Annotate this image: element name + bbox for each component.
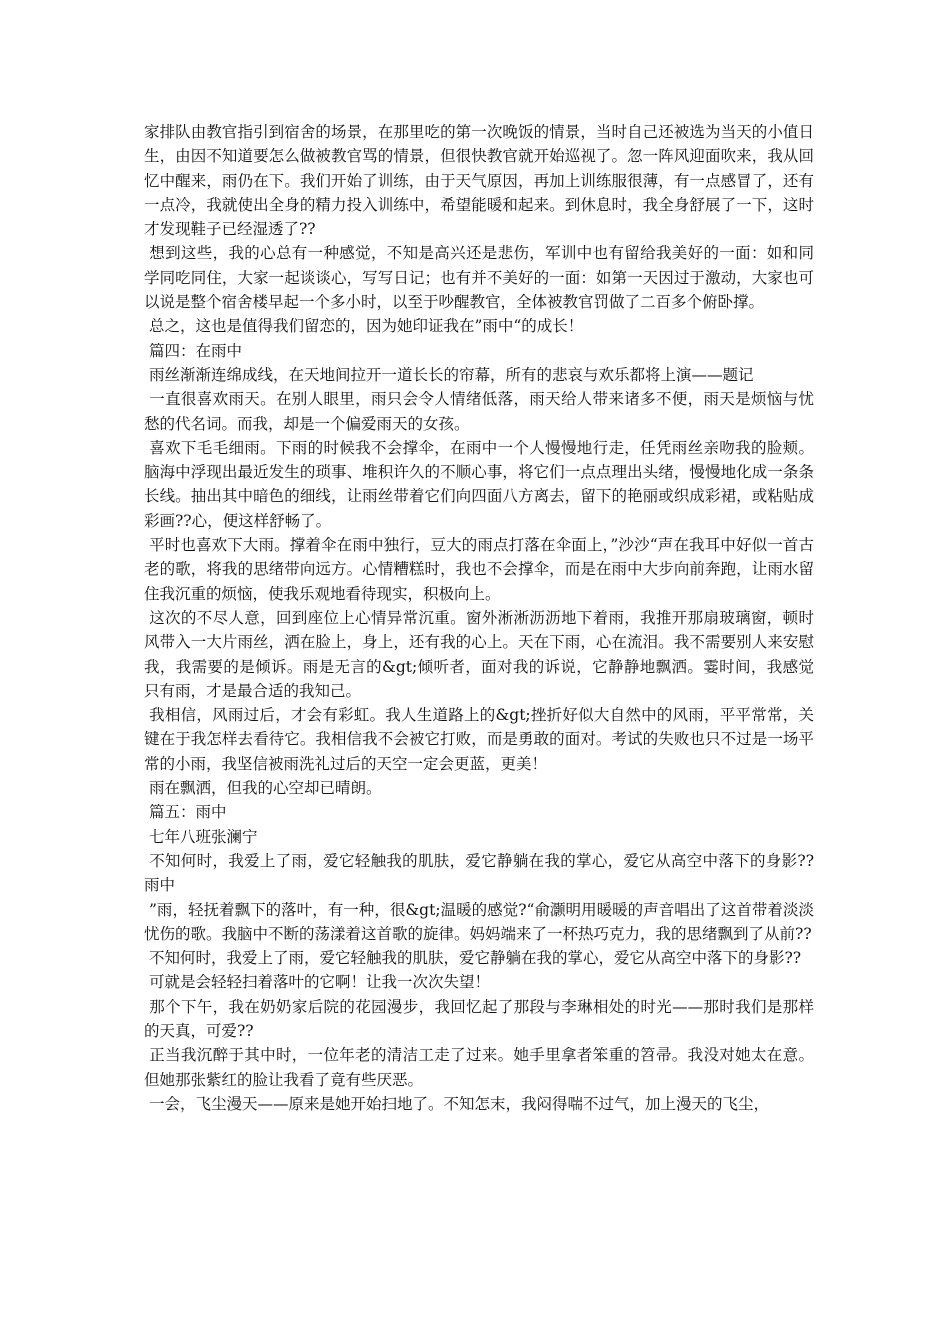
paragraph: 不知何时，我爱上了雨，爱它轻触我的肌肤，爱它静躺在我的掌心，爱它从高空中落下的身影?? bbox=[144, 949, 802, 968]
paragraph: 一直很喜欢雨天。在别人眼里，雨只会令人情绪低落，雨天给人带来诸多不便，雨天是烦恼与忧愁的代名词。而我，却是一个偏爱雨天的女孩。 bbox=[144, 390, 814, 433]
paragraph: 不知何时，我爱上了雨，爱它轻触我的肌肤，爱它静躺在我的掌心，爱它从高空中落下的身影?? 雨中 bbox=[144, 851, 819, 895]
section-heading: 篇四：在雨中 bbox=[144, 341, 242, 360]
paragraph: 家排队由教官指引到宿舍的场景，在那里吃的第一次晚饭的情景，当时自己还被选为当天的小值日生，由因不知道要怎么做被教官骂的情景，但很快教官就开始巡视了。忽一阵风迎面吹来，我从回忆中醒来，雨仍在下。我们开始了训练，由于天气原因，再加上训练服很薄，有一点感冒了，还有一点冷，我就使出全身的精力投入训练中，希望能暖和起来。到休息时，我全身舒展了一下，这时才发现鞋子已经湿透了?? bbox=[144, 123, 814, 239]
paragraph: 那个下午，我在奶奶家后院的花园漫步，我回忆起了那段与李琳相处的时光——那时我们是那样的天真，可爱?? bbox=[144, 997, 814, 1040]
paragraph: 我相信，风雨过后，才会有彩虹。我人生道路上的&gt;挫折好似大自然中的风雨，平平常常，关键在于我怎样去看待它。我相信我不会被它打败，而是勇敢的面对。考试的失败也只不过是一场平常的小雨，我坚信被雨洗礼过后的天空一定会更蓝，更美！ bbox=[144, 706, 814, 773]
paragraph: 想到这些，我的心总有一种感觉，不知是高兴还是悲伤，军训中也有留给我美好的一面：如和同学同吃同住，大家一起谈谈心，写写日记；也有并不美好的一面：如第一天因过于激动，大家也可以说是整个宿舍楼早起一个多小时，以至于吵醒教官，全体被教官罚做了二百多个俯卧撑。 bbox=[144, 244, 814, 312]
paragraph: 可就是会轻轻扫着落叶的它啊！让我一次次失望！ bbox=[144, 973, 490, 992]
paragraph: 雨在飘洒，但我的心空却已晴朗。 bbox=[144, 779, 382, 798]
paragraph: 喜欢下毛毛细雨。下雨的时候我不会撑伞，在雨中一个人慢慢地行走，任凭雨丝亲吻我的脸颊。脑海中浮现出最近发生的琐事、堆积许久的不顺心事，将它们一点点理出头绪，慢慢地化成一条条长线。抽出其中暗色的细线，让雨丝带着它们向四面八方离去，留下的艳丽或织成彩裙，或粘贴成彩画??心，便这样舒畅了。 bbox=[144, 438, 814, 530]
section-heading: 篇五：雨中 bbox=[144, 803, 227, 822]
paragraph: 雨丝渐渐连绵成线，在天地间拉开一道长长的帘幕，所有的悲哀与欢乐都将上演——题记 bbox=[144, 365, 754, 384]
paragraph: 一会，飞尘漫天——原来是她开始扫地了。不知怎末，我闷得喘不过气，加上漫天的飞尘， bbox=[144, 1094, 769, 1113]
author-line: 七年八班张澜宁 bbox=[144, 827, 258, 846]
paragraph: 平时也喜欢下大雨。撑着伞在雨中独行，豆大的雨点打落在伞面上，”沙沙“声在我耳中好似一首古老的歌，将我的思绪带向远方。心情糟糕时，我也不会撑伞，而是在雨中大步向前奔跑，让雨水留住我沉重的烦恼，使我乐观地看待现实，积极向上。 bbox=[144, 536, 814, 603]
document-body bbox=[144, 120, 819, 1116]
paragraph: 总之，这也是值得我们留恋的，因为她印证我在”雨中“的成长！ bbox=[144, 317, 584, 336]
paragraph: ”雨，轻抚着飘下的落叶，有一种，很&gt;温暖的感觉?“俞灏明用暖暖的声音唱出了这首带着淡淡忧伤的歌。我脑中不断的荡漾着这首歌的旋律。妈妈端来了一杯热巧克力，我的思绪飘到了从前?? bbox=[144, 900, 814, 943]
paragraph: 这次的不尽人意，回到座位上心情异常沉重。窗外淅淅沥沥地下着雨，我推开那扇玻璃窗，顿时风带入一大片雨丝，洒在脸上，身上，还有我的心上。天在下雨，心在流泪。我不需要别人来安慰我，我需要的是倾诉。雨是无言的&gt;倾听者，面对我的诉说，它静静地飘洒。霎时间，我感觉只有雨，才是最合适的我知己。 bbox=[144, 608, 814, 700]
paragraph: 正当我沉醉于其中时，一位年老的清洁工走了过来。她手里拿者笨重的笤帚。我没对她太在意。但她那张紫红的脸让我看了竟有些厌恶。 bbox=[144, 1046, 814, 1089]
